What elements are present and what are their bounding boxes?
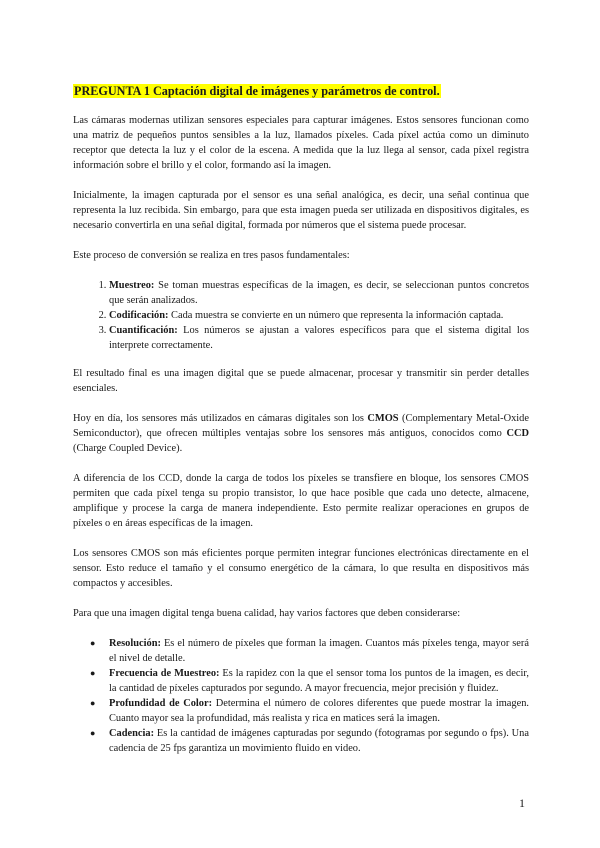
factor-text: Es la rapidez con la que el sensor toma los puntos de la imagen, es decir, la cantidad de píxeles capturados por segundo. A mayor frecuencia, mejor precisión y fluidez. [109, 668, 530, 694]
factor-item [90, 726, 529, 756]
step-item [109, 323, 529, 353]
paragraph-factors-intro: Para que una imagen digital tenga buena calidad, hay varios factores que deben considerarse: [73, 608, 461, 619]
factor-item [90, 666, 530, 696]
title-wrap [73, 84, 529, 100]
paragraph-sensors: Las cámaras modernas utilizan sensores especiales para capturar imágenes. Estos sensores funcionan como una matriz de pequeños puntos sensibles a la luz, llamados píxeles. Cada píxel actúa como un diminuto receptor que detecta la luz y el color de la escena. A medida que la luz llega al sensor, cada píxel registra información sobre el brillo y el color, formando así la imagen. [73, 115, 529, 171]
step-term: Codificación: [109, 310, 169, 321]
bullet-icon: ● [90, 638, 96, 648]
step-term: Cuantificación: [109, 325, 178, 336]
quality-factors-list [73, 636, 529, 756]
paragraph-conversion-intro: Este proceso de conversión se realiza en tres pasos fundamentales: [73, 250, 350, 261]
paragraph-cmos-efficiency: Los sensores CMOS son más eficientes porque permiten integrar funciones electrónicas directamente en el sensor. Esto reduce el tamaño y el consumo energético de la cámara, lo que resulta en dispositivos más compactos y accesibles. [73, 548, 529, 589]
step-item [109, 308, 529, 323]
factor-term: Resolución: [109, 638, 161, 649]
step-text: Se toman muestras específicas de la imagen, es decir, se seleccionan puntos concretos que serán analizados. [109, 280, 529, 306]
step-text: Cada muestra se convierte en un número que representa la información captada. [168, 310, 504, 321]
factor-term: Profundidad de Color: [109, 698, 213, 709]
factor-item [90, 696, 530, 726]
factor-text: Es la cantidad de imágenes capturadas por segundo (fotogramas por segundo o fps). Una cadencia de 25 fps garantiza un movimiento fluido en video. [109, 728, 529, 754]
conversion-steps-list [73, 278, 529, 353]
cmos-term: CMOS [367, 413, 399, 424]
step-term: Muestreo: [109, 280, 155, 291]
paragraph-ccd-difference: A diferencia de los CCD, donde la carga de todos los píxeles se transfiere en bloque, los sensores CMOS permiten que cada píxel tenga su propio transistor, lo que hace posible que cada uno detecte, almacene, amplifique y procese la carga de manera independiente. Esto permite realizar operaciones en grupos de píxeles o en áreas específicas de la imagen. [73, 473, 529, 529]
factor-term: Cadencia: [109, 728, 155, 739]
cmos-text-before: Hoy en día, los sensores más utilizados en cámaras digitales son los [73, 413, 368, 424]
factor-item [90, 636, 529, 666]
factor-term: Frecuencia de Muestreo: [109, 668, 220, 679]
cmos-text-after: (Charge Coupled Device). [73, 443, 183, 454]
page-content [73, 84, 529, 769]
step-item [109, 278, 529, 308]
page-number: 1 [519, 796, 525, 810]
paragraph-cmos [73, 411, 529, 456]
bullet-icon: ● [90, 698, 96, 708]
factor-text: Es el número de píxeles que forman la imagen. Cuantos más píxeles tenga, mayor será el nivel de detalle. [109, 638, 529, 664]
paragraph-result: El resultado final es una imagen digital que se puede almacenar, procesar y transmitir sin perder detalles esenciales. [73, 368, 529, 394]
bullet-icon: ● [90, 728, 96, 738]
ccd-term: CCD [506, 428, 529, 439]
bullet-icon: ● [90, 668, 96, 678]
step-text: Los números se ajustan a valores específicos para que el sistema digital los interprete correctamente. [109, 325, 529, 351]
paragraph-analog: Inicialmente, la imagen capturada por el sensor es una señal analógica, es decir, una señal continua que representa la luz recibida. Sin embargo, para que esta imagen pueda ser utilizada en dispositivos digitales, es necesario convertirla en una señal digital, formada por números que el sistema puede procesar. [73, 190, 529, 231]
cmos-text-middle: (Complementary Metal-Oxide Semiconductor), que ofrecen múltiples ventajas sobre los sensores más antiguos, conocidos como [73, 413, 529, 439]
factor-text: Determina el número de colores diferentes que puede mostrar la imagen. Cuanto mayor sea la profundidad, más realista y rica en matices será la imagen. [109, 698, 530, 724]
question-title: PREGUNTA 1 Captación digital de imágenes y parámetros de control. [74, 84, 440, 98]
